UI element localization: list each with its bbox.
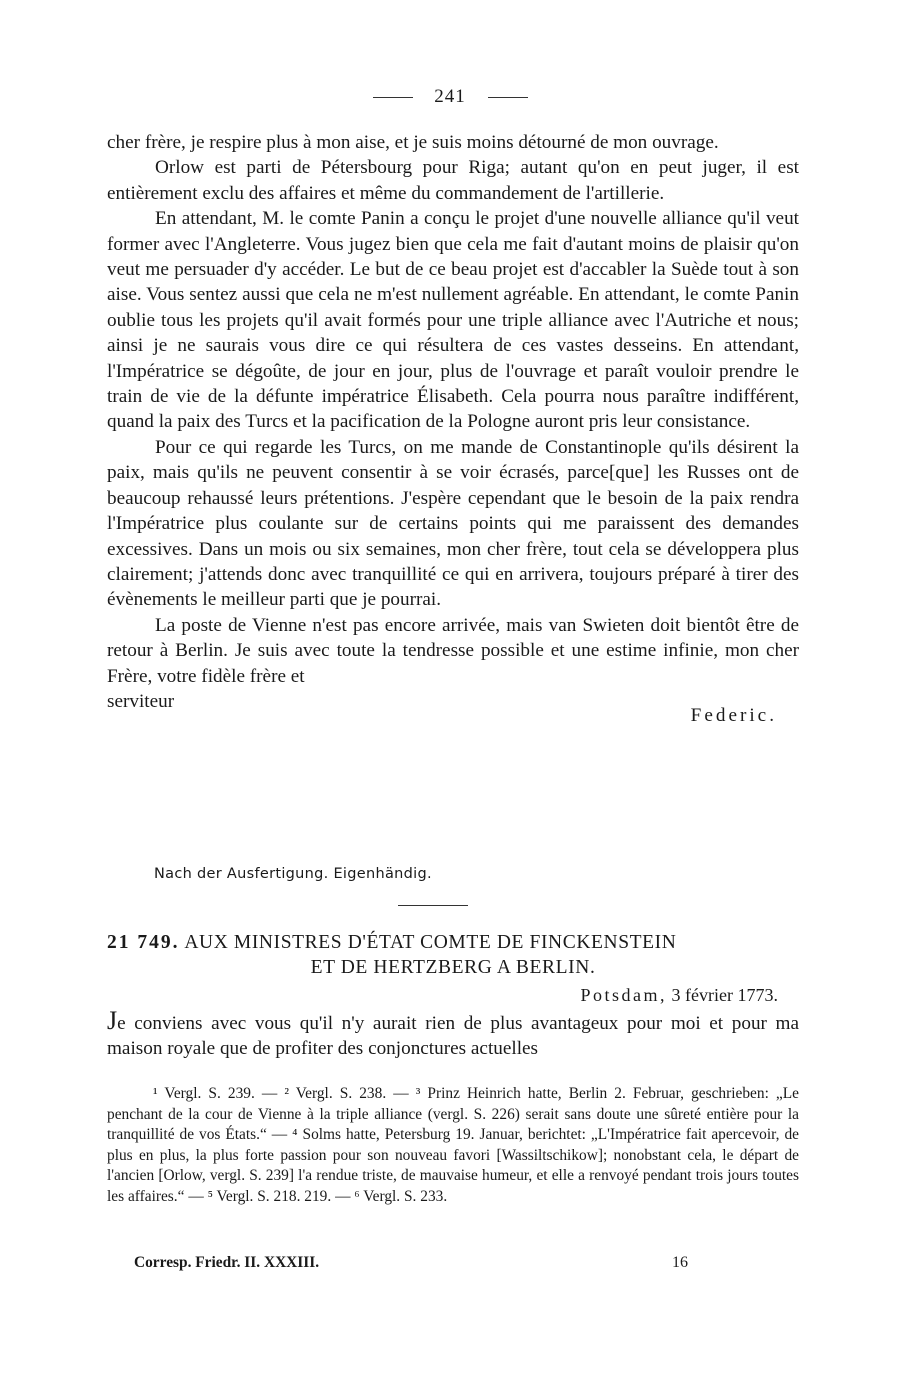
letter-text (107, 130, 799, 726)
letter-heading (107, 930, 799, 980)
letter-initial: J (107, 1006, 118, 1035)
section-divider (398, 905, 468, 906)
header-rule-left (373, 97, 413, 98)
footnotes (107, 1084, 799, 1208)
closing-row (107, 689, 799, 726)
place-date (581, 985, 778, 1006)
paragraph-2: Orlow est parti de Pétersbourg pour Riga; autant qu'on en peut juger, il est entièrement exclu des affaires et même du commandement de l'artillerie. (107, 157, 799, 204)
letter-date: 3 février 1773. (671, 985, 778, 1005)
footer-sheet-number: 16 (672, 1254, 688, 1271)
paragraph-5: La poste de Vienne n'est pas encore arrivée, mais van Swieten doit bientôt être de retour à Berlin. Je suis avec toute la tendresse possible et une estime infinie, mon cher Frère, votre fidèle frère et (107, 614, 799, 687)
new-letter-text (107, 1008, 799, 1062)
letter-title-line1: AUX MINISTRES D'ÉTAT COMTE DE FINCKENSTEIN (184, 932, 677, 953)
paragraph-3: En attendant, M. le comte Panin a conçu le projet d'une nouvelle alliance qu'il veut former avec l'Angleterre. Vous jugez bien que cela me fait d'autant moins de plaisir qu'on veut me persuader d'y accéder. Le but de ce beau projet est d'accabler la Suède tout à son aise. Vous sentez aussi que cela ne m'est nullement agréable. En attendant, le comte Panin oublie tous les projets qu'il avait formés pour une triple alliance avec l'Autriche et nous; ainsi je ne saurais vous dire ce qui résultera de ces vastes desseins. En attendant, l'Impératrice se dégoûte, de jour en jour, plus de l'ouvrage et paraît vouloir prendre le train de vie de la défunte impératrice Élisabeth. Cela pourra nous paraître indifférent, quand la paix des Turcs et la pacification de la Pologne auront pris leur consistance. (107, 208, 799, 433)
source-note: Nach der Ausfertigung. Eigenhändig. (154, 866, 432, 882)
header-rule-right (488, 97, 528, 98)
letter-number: 21 749. (107, 932, 180, 953)
page-header (0, 86, 900, 108)
new-letter-body: e conviens avec vous qu'il n'y aurait rien de plus avantageux pour moi et pour ma maison royale que de profiter des conjonctures actuelles (107, 1013, 799, 1060)
page-number: 241 (434, 86, 466, 107)
paragraph-1: cher frère, je respire plus à mon aise, et je suis moins détourné de mon ouvrage. (107, 132, 719, 153)
paragraph-4: Pour ce qui regarde les Turcs, on me mande de Constantinople qu'ils désirent la paix, mais qu'ils ne peuvent consentir à se voir écrasés, parce[que] les Russes ont de beaucoup rehaussé leurs prétentions. J'espère cependant que le besoin de la paix rendra l'Impératrice plus coulante sur de certains points qui me paraissent des demandes excessives. Dans un mois ou six semaines, mon cher frère, tout cela se développera plus clairement; j'attends donc avec tranquillité ce qui en arrivera, toujours préparé à tirer des évènements le meilleur parti que je pourrai. (107, 436, 799, 611)
signature: Federic. (690, 704, 777, 726)
closing-word: serviteur (107, 690, 175, 712)
letter-title-line2: ET DE HERTZBERG A BERLIN. (310, 957, 596, 978)
footer-signature-mark: Corresp. Friedr. II. XXXIII. (134, 1254, 320, 1271)
letter-place: Potsdam, (580, 985, 668, 1005)
footnote-block: ¹ Vergl. S. 239. — ² Vergl. S. 238. — ³ Prinz Heinrich hatte, Berlin 2. Februar, geschrieben: „Le penchant de la cour de Vienne à la triple alliance (vergl. S. 226) serait sans doute une sûreté entière pour la tranquillité de vos États.“ — ⁴ Solms hatte, Petersburg 19. Januar, berichtet: „L'Impératrice fait apercevoir, de plus en plus, la plus forte passion pour son nouveau favori [Wassiltschikow]; nonobstant cela, le départ de l'ancien [Orlow, vergl. S. 239] l'a rendue triste, de mauvaise humeur, et elle a renvoyé pendant trois jours toutes les affaires.“ — ⁵ Vergl. S. 218. 219. — ⁶ Vergl. S. 233. (107, 1085, 799, 1205)
